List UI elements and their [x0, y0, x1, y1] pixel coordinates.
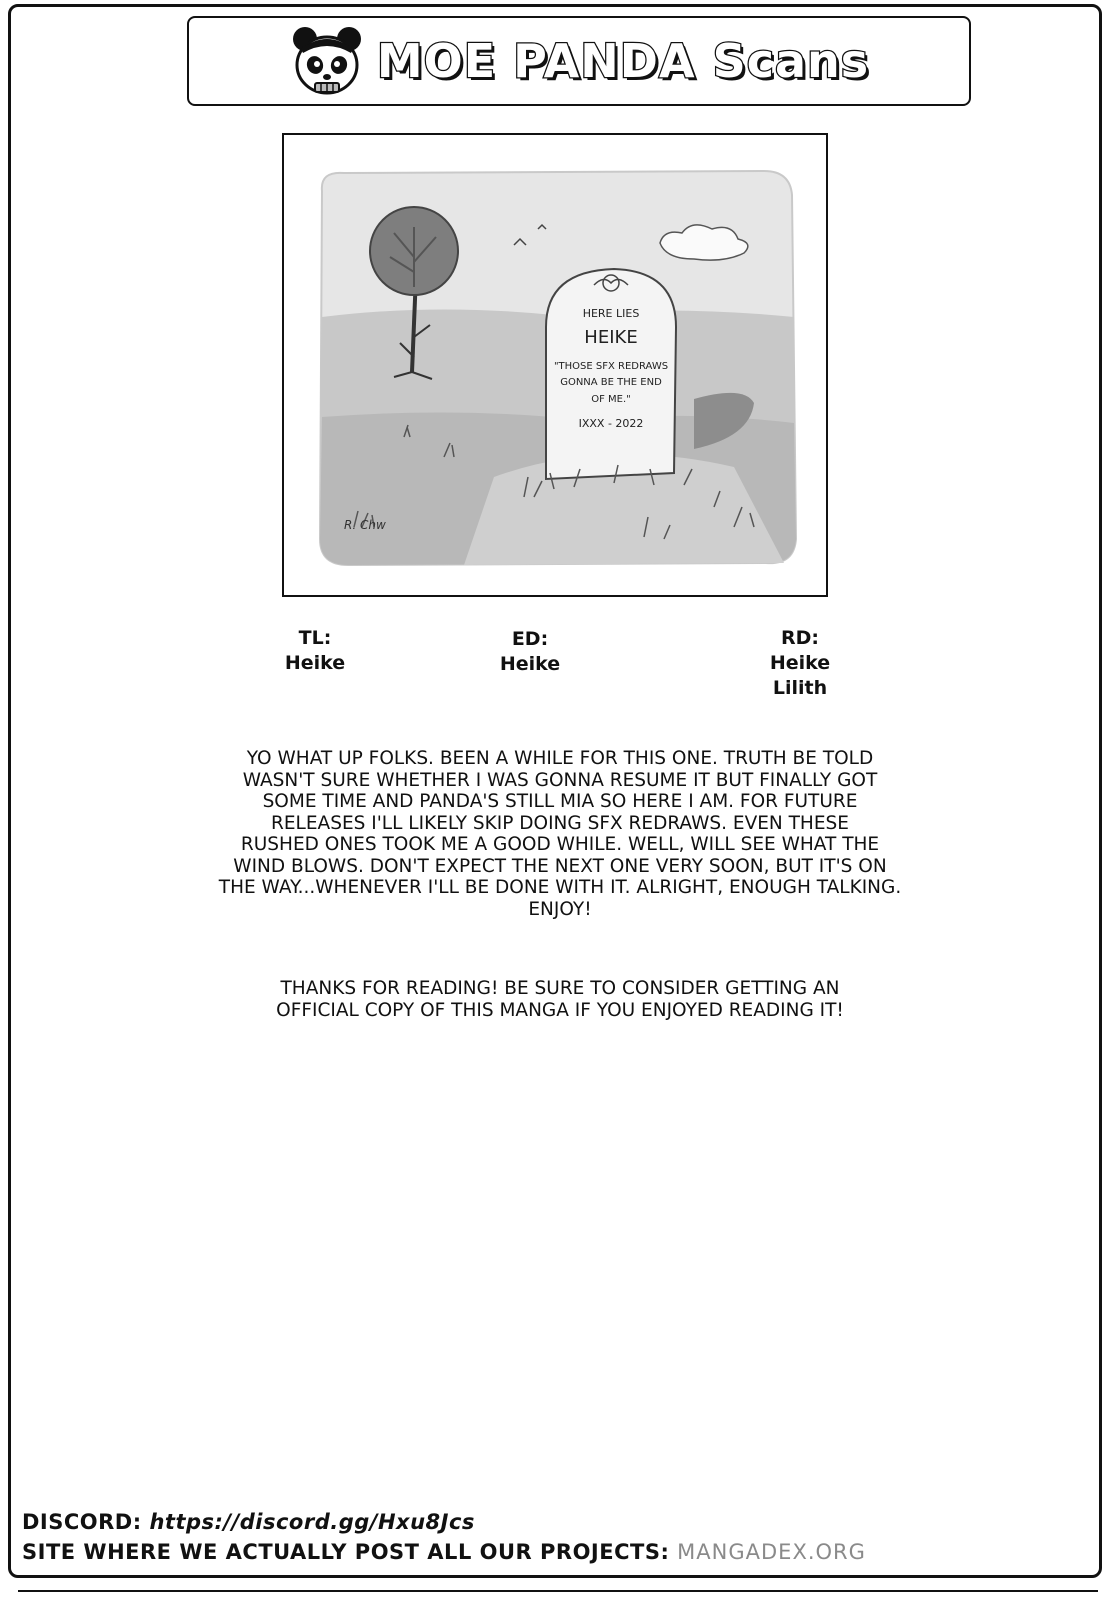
- note-line: SOME TIME AND PANDA'S STILL MIA SO HERE I AM. FOR FUTURE: [262, 791, 858, 812]
- thanks-line: OFFICIAL COPY OF THIS MANGA IF YOU ENJOYED READING IT!: [276, 999, 844, 1021]
- tombstone-line-3: "THOSE SFX REDRAWS: [553, 361, 669, 372]
- credit-translator: [255, 626, 375, 676]
- credit-rd-label: RD:: [781, 627, 819, 649]
- discord-link[interactable]: https://discord.gg/Hxu8Jcs: [149, 1510, 475, 1534]
- note-line: RELEASES I'LL LIKELY SKIP DOING SFX REDRAWS. EVEN THESE: [271, 812, 849, 834]
- discord-label: DISCORD:: [22, 1510, 150, 1534]
- group-banner: [187, 16, 971, 106]
- tombstone-illustration: [314, 167, 798, 567]
- credit-tl-name: Heike: [284, 652, 346, 674]
- bottom-divider: [18, 1590, 1098, 1592]
- credit-ed-name: Heike: [499, 653, 561, 675]
- note-line: ENJOY!: [528, 898, 592, 920]
- group-name: MOE PANDA Scans: [376, 34, 870, 88]
- credit-ed-label: ED:: [511, 628, 549, 650]
- credit-tl-label: TL:: [298, 627, 332, 649]
- tombstone-line-6: IXXX - 2022: [578, 417, 644, 430]
- panda-mascot-icon: [289, 23, 365, 99]
- tombstone-line-5: OF ME.": [591, 394, 631, 405]
- note-line: WASN'T SURE WHETHER I WAS GONNA RESUME IT BUT FINALLY GOT: [242, 769, 878, 791]
- note-line: YO WHAT UP FOLKS. BEEN A WHILE FOR THIS ONE. TRUTH BE TOLD: [246, 748, 874, 769]
- mangadex-link[interactable]: MANGADEX.ORG: [677, 1540, 866, 1564]
- discord-line: [22, 1510, 475, 1534]
- tombstone-line-2: HEIKE: [584, 327, 638, 348]
- credit-rd-name: Lilith: [772, 677, 828, 699]
- thanks-line: THANKS FOR READING! BE SURE TO CONSIDER GETTING AN: [280, 978, 840, 999]
- site-line: [22, 1540, 866, 1564]
- note-line: RUSHED ONES TOOK ME A GOOD WHILE. WELL, WILL SEE WHAT THE: [240, 834, 880, 855]
- credit-editor: [470, 627, 590, 677]
- thanks-note: [160, 978, 960, 1021]
- translator-note: [160, 748, 960, 920]
- credit-redrawer: [740, 626, 860, 701]
- artist-signature: R. Chw: [344, 518, 386, 532]
- note-line: WIND BLOWS. DON'T EXPECT THE NEXT ONE VERY SOON, BUT IT'S ON: [233, 855, 887, 877]
- tombstone-line-1: HERE LIES: [582, 307, 640, 320]
- credit-rd-name: Heike: [769, 652, 831, 674]
- comic-panel: [282, 133, 828, 597]
- note-line: THE WAY...WHENEVER I'LL BE DONE WITH IT. ALRIGHT, ENOUGH TALKING.: [218, 877, 902, 898]
- tombstone-line-4: GONNA BE THE END: [560, 377, 662, 388]
- site-label: SITE WHERE WE ACTUALLY POST ALL OUR PROJECTS:: [22, 1540, 678, 1564]
